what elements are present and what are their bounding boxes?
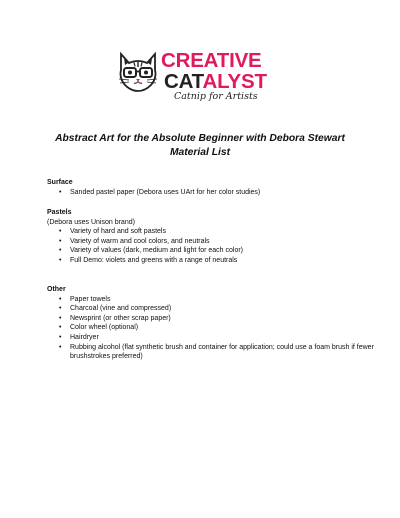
list-item — [47, 227, 377, 237]
section-surface — [47, 178, 377, 197]
list-item — [47, 323, 377, 333]
list-item — [47, 333, 377, 343]
surface-list — [47, 188, 377, 198]
list-item — [47, 188, 377, 198]
bullet-icon: • — [59, 343, 62, 351]
bullet-icon: • — [59, 295, 62, 303]
bullet-icon: • — [59, 237, 62, 245]
bullet-icon: • — [59, 333, 62, 341]
section-heading: Pastels — [47, 209, 72, 216]
list-item — [47, 343, 377, 362]
bullet-icon: • — [59, 228, 62, 236]
list-item — [47, 256, 377, 266]
list-item-text: Hairdryer — [70, 333, 99, 341]
list-item — [47, 304, 377, 314]
section-heading: Other — [47, 286, 66, 293]
logo-word-creative: CREATIVE — [161, 49, 262, 72]
section-pastels — [47, 208, 377, 266]
logo-word-cat: CAT — [164, 70, 203, 93]
list-item-text: Rubbing alcohol (flat synthetic brush and container for application; could use a foam brush if fewer brushstrokes preferred) — [70, 343, 374, 361]
list-item-text: Full Demo: violets and greens with a range of neutrals — [70, 256, 238, 264]
other-list — [47, 295, 377, 362]
section-note: (Debora uses Unison brand) — [47, 218, 135, 226]
document-title: Abstract Art for the Absolute Beginner with Debora Stewart — [55, 133, 345, 144]
bullet-icon: • — [59, 324, 62, 332]
bullet-icon: • — [59, 305, 62, 313]
list-item — [47, 246, 377, 256]
list-item — [47, 237, 377, 247]
list-item — [47, 295, 377, 305]
document-subtitle: Material List — [169, 147, 231, 158]
creative-catalyst-logo — [117, 48, 287, 104]
bullet-icon: • — [59, 256, 62, 264]
list-item-text: Newsprint (or other scrap paper) — [70, 314, 171, 322]
list-item-text: Variety of warm and cool colors, and neutrals — [70, 237, 210, 245]
section-heading: Surface — [47, 179, 73, 186]
logo-word-catalyst — [164, 72, 267, 93]
bullet-icon: • — [59, 247, 62, 255]
logo-tagline: Catnip for Artists — [174, 91, 258, 102]
section-other — [47, 285, 377, 362]
pastels-list — [47, 227, 377, 265]
list-item — [47, 314, 377, 324]
list-item-text: Color wheel (optional) — [70, 324, 139, 332]
list-item-text: Sanded pastel paper (Debora uses UArt for her color studies) — [70, 188, 261, 196]
list-item-text: Charcoal (vine and compressed) — [70, 305, 172, 313]
list-item-text: Variety of values (dark, medium and light for each color) — [70, 247, 244, 255]
logo-word-alyst: ALYST — [202, 70, 267, 93]
cat-with-glasses-icon — [117, 48, 159, 98]
list-item-text: Paper towels — [70, 295, 111, 303]
list-item-text: Variety of hard and soft pastels — [70, 228, 166, 236]
bullet-icon: • — [59, 188, 62, 196]
bullet-icon: • — [59, 314, 62, 322]
